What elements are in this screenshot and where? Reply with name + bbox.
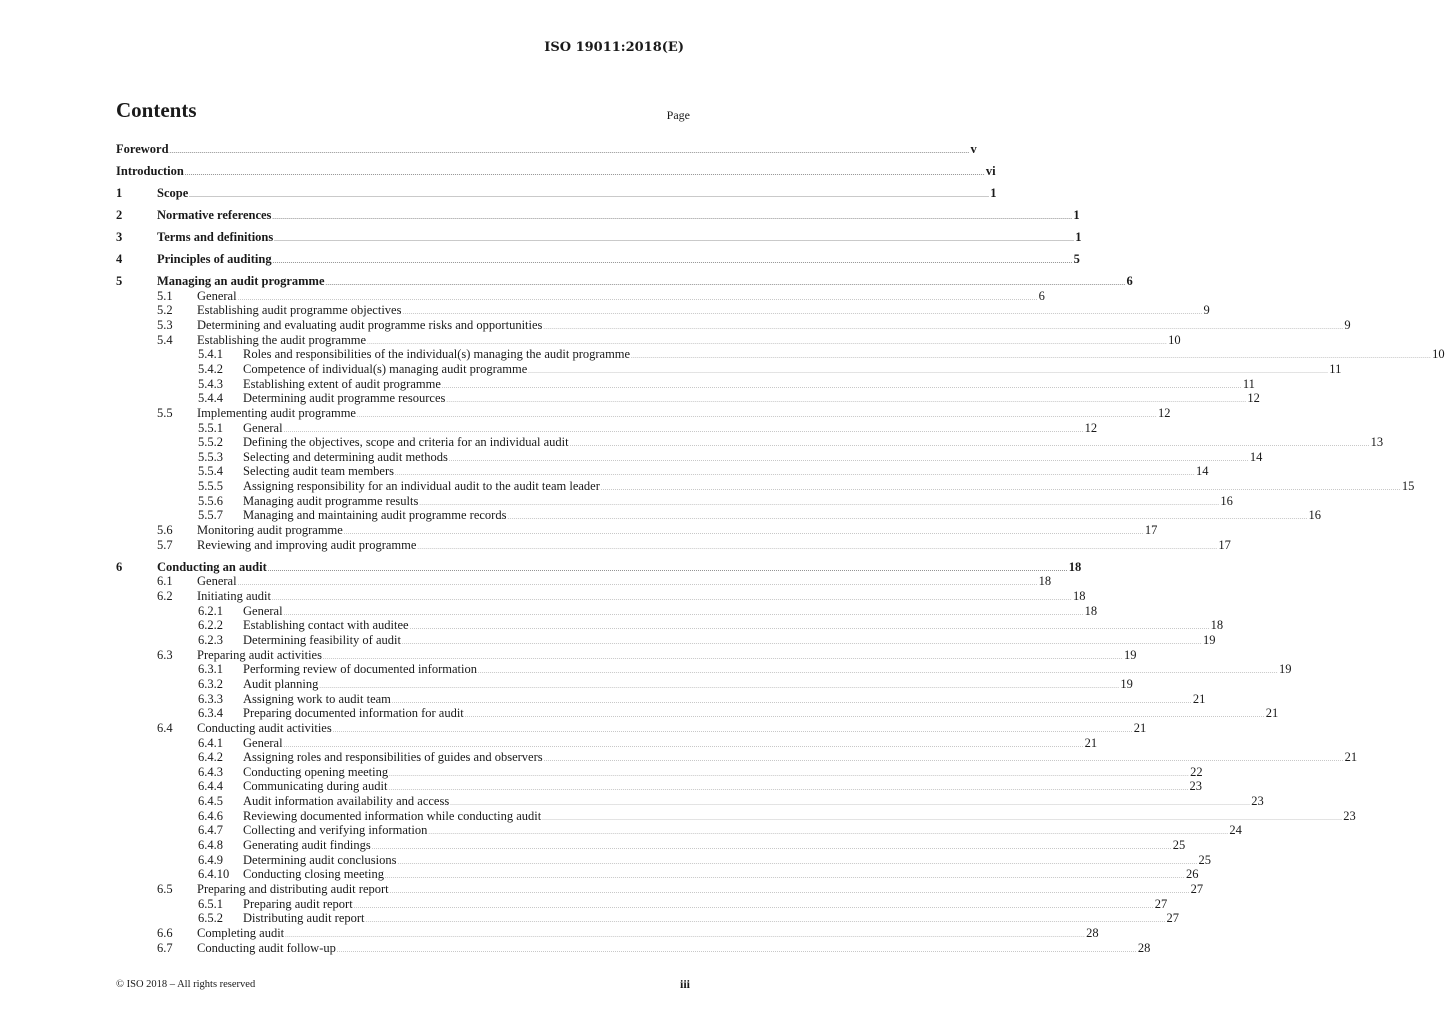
toc-entry[interactable] [0, 705, 1279, 721]
toc-entry-number: 6.4.1 [198, 735, 223, 750]
toc-entry-number: 6.2.2 [198, 618, 223, 633]
toc-entry[interactable] [0, 837, 1186, 853]
toc-entry-page: 16 [1308, 508, 1321, 523]
toc-entry[interactable] [0, 332, 1181, 348]
toc-entry-page: 14 [1196, 464, 1209, 479]
toc-dot-leader: ................................................................................................................................................................................................................................................................................................................................................................................................................ [237, 581, 1038, 588]
toc-entry-page: 9 [1344, 317, 1351, 332]
toc-entry-number: 3 [116, 230, 123, 244]
toc-entry-title: Conducting closing meeting [243, 867, 384, 882]
toc-entry-title: Establishing the audit programme [197, 332, 367, 347]
toc-entry-number: 6.6 [157, 925, 173, 940]
toc-entry-title: Generating audit findings [243, 838, 371, 853]
toc-entry[interactable] [0, 822, 1242, 838]
toc-entry-title: Establishing extent of audit programme [243, 376, 441, 391]
toc-entry[interactable] [0, 493, 1233, 509]
toc-entry-number: 5.7 [157, 537, 173, 552]
toc-entry-title: General [197, 574, 237, 589]
toc-entry-page: 6 [1038, 288, 1045, 303]
toc-entry-number: 5.5.5 [198, 479, 223, 494]
toc-dot-leader: ................................................................................................................................................................................................................................................................................................................................................................................................................ [417, 544, 1218, 551]
toc-entry-title: Determining audit programme resources [243, 391, 446, 406]
toc-entry[interactable] [0, 808, 1356, 824]
toc-entry-page: 18 [1084, 603, 1098, 618]
toc-entry[interactable] [0, 420, 1098, 436]
toc-dot-leader: ................................................................................................................................................................................................................................................................................................................................................................................................................ [384, 874, 1185, 881]
toc-entry-page: 11 [1329, 361, 1342, 376]
toc-entry-title: Normative references [157, 208, 272, 222]
toc-dot-leader: ................................................................................................................................................................................................................................................................................................................................................................................................................ [322, 654, 1123, 661]
toc-entry-title: General [243, 735, 283, 750]
toc-dot-leader: ................................................................................................................................................................................................................................................................................................................................................................................................................ [389, 771, 1190, 778]
toc-entry-number: 5.4.4 [198, 391, 223, 406]
toc-entry-title: Conducting an audit [157, 559, 267, 574]
toc-entry-title: Introduction [116, 164, 184, 178]
toc-entry-page: 10 [1168, 332, 1181, 347]
toc-entry-page: 17 [1144, 523, 1158, 538]
toc-entry-number: 6.5.2 [198, 911, 223, 926]
toc-entry-page: 21 [1265, 706, 1279, 721]
toc-entry-number: 5.5.3 [198, 449, 223, 464]
toc-entry-number: 6.1 [157, 574, 173, 589]
toc-entry[interactable] [0, 449, 1263, 465]
toc-entry-page: 19 [1202, 632, 1216, 647]
toc-entry-title: Determining feasibility of audit [243, 632, 401, 647]
toc-entry-page: 6 [1126, 274, 1133, 288]
toc-dot-leader: ................................................................................................................................................................................................................................................................................................................................................................................................................ [319, 683, 1120, 690]
toc-dot-leader: ................................................................................................................................................................................................................................................................................................................................................................................................................ [543, 324, 1344, 331]
toc-entry-page: 28 [1137, 940, 1151, 955]
toc-entry[interactable] [0, 910, 1180, 926]
toc-entry-number: 4 [116, 252, 123, 266]
toc-entry[interactable] [0, 603, 1098, 619]
toc-entry-number: 1 [116, 186, 123, 200]
toc-entry[interactable] [0, 881, 1204, 897]
toc-entry-title: Assigning work to audit team [243, 691, 391, 706]
toc-entry-title: Principles of auditing [157, 252, 272, 266]
toc-entry-page: 19 [1278, 662, 1292, 677]
toc-entry[interactable] [0, 749, 1358, 765]
toc-dot-leader: ................................................................................................................................................................................................................................................................................................................................................................................................................ [272, 215, 1073, 221]
toc-entry-number: 5.5.4 [198, 464, 223, 479]
toc-entry-number: 6.2.3 [198, 632, 223, 647]
toc-entry[interactable] [0, 361, 1342, 377]
toc-dot-leader: ................................................................................................................................................................................................................................................................................................................................................................................................................ [446, 398, 1247, 405]
toc-entry-page: 17 [1218, 537, 1231, 552]
toc-entry-title: Audit information availability and access [243, 794, 450, 809]
toc-entry-title: Reviewing documented information while conducting audit [243, 808, 542, 823]
page-column-label: Page [666, 108, 690, 122]
toc-entry-title: Determining and evaluating audit programme risks and opportunities [197, 317, 543, 332]
toc-dot-leader: ................................................................................................................................................................................................................................................................................................................................................................................................................ [542, 815, 1343, 822]
toc-entry-number: 5 [116, 274, 123, 288]
toc-entry-number: 5.5.7 [198, 508, 223, 523]
toc-dot-leader: ................................................................................................................................................................................................................................................................................................................................................................................................................ [343, 530, 1144, 537]
toc-entry-title: Reviewing and improving audit programme [197, 537, 417, 552]
toc-entry-page: 23 [1189, 779, 1202, 794]
toc-entry-number: 6.3.4 [198, 706, 223, 721]
toc-entry[interactable] [0, 163, 996, 179]
toc-entry[interactable] [0, 676, 1133, 692]
toc-entry-page: 16 [1220, 493, 1233, 508]
toc-dot-leader: ................................................................................................................................................................................................................................................................................................................................................................................................................ [543, 757, 1344, 764]
toc-entry-page: 27 [1190, 882, 1204, 896]
toc-entry[interactable] [0, 735, 1098, 751]
toc-entry[interactable] [0, 273, 1133, 289]
toc-dot-leader: ................................................................................................................................................................................................................................................................................................................................................................................................................ [528, 368, 1329, 375]
toc-entry-title: Preparing audit report [243, 896, 353, 911]
toc-entry-page: 13 [1370, 435, 1384, 450]
toc-dot-leader: ................................................................................................................................................................................................................................................................................................................................................................................................................ [395, 471, 1195, 478]
toc-dot-leader: ................................................................................................................................................................................................................................................................................................................................................................................................................ [271, 596, 1072, 602]
toc-entry-number: 6.5 [157, 882, 173, 896]
toc-entry[interactable] [0, 617, 1224, 633]
toc-entry-page: 18 [1210, 618, 1224, 633]
standard-identifier: ISO 19011:2018(E) [544, 40, 684, 55]
toc-entry[interactable] [0, 573, 1052, 589]
toc-entry-number: 6.4 [157, 720, 173, 735]
toc-dot-leader: ................................................................................................................................................................................................................................................................................................................................................................................................................ [184, 171, 985, 177]
toc-dot-leader: ................................................................................................................................................................................................................................................................................................................................................................................................................ [283, 742, 1084, 749]
toc-entry-number: 6.2 [157, 589, 173, 603]
toc-entry-title: Roles and responsibilities of the individual(s) managing the audit programme [243, 347, 631, 362]
toc-entry-number: 5.6 [157, 523, 173, 538]
toc-entry-number: 5.5.1 [198, 420, 223, 435]
copyright-notice: © ISO 2018 – All rights reserved [116, 979, 256, 990]
toc-entry-title: Conducting audit follow-up [197, 940, 336, 955]
toc-entry-number: 5.5.6 [198, 493, 223, 508]
toc-entry-page: 1 [990, 186, 997, 200]
toc-dot-leader: ................................................................................................................................................................................................................................................................................................................................................................................................................ [419, 500, 1220, 507]
toc-entry-number: 6.5.1 [198, 896, 223, 911]
toc-entry[interactable] [0, 478, 1415, 494]
toc-dot-leader: ................................................................................................................................................................................................................................................................................................................................................................................................................ [371, 845, 1172, 852]
toc-entry-number: 5.2 [157, 303, 173, 318]
toc-entry-page: 21 [1084, 735, 1098, 750]
toc-dot-leader: ................................................................................................................................................................................................................................................................................................................................................................................................................ [365, 918, 1166, 925]
toc-entry-title: Foreword [116, 142, 169, 156]
toc-entry-page: 24 [1229, 823, 1242, 838]
toc-dot-leader: ................................................................................................................................................................................................................................................................................................................................................................................................................ [397, 859, 1198, 866]
toc-dot-leader: ................................................................................................................................................................................................................................................................................................................................................................................................................ [477, 669, 1278, 676]
toc-entry[interactable] [0, 507, 1321, 523]
toc-dot-leader: ................................................................................................................................................................................................................................................................................................................................................................................................................ [267, 566, 1068, 573]
toc-dot-leader: ................................................................................................................................................................................................................................................................................................................................................................................................................ [336, 947, 1137, 954]
toc-dot-leader: ................................................................................................................................................................................................................................................................................................................................................................................................................ [401, 639, 1202, 646]
toc-dot-leader: ................................................................................................................................................................................................................................................................................................................................................................................................................ [325, 281, 1126, 287]
toc-entry-number: 5.4 [157, 332, 173, 347]
toc-entry-page: 21 [1344, 750, 1358, 765]
toc-entry-number: 6.3.2 [198, 676, 223, 691]
toc-entry-title: Conducting opening meeting [243, 764, 389, 779]
toc-entry-number: 6.3 [157, 647, 173, 662]
toc-dot-leader: ................................................................................................................................................................................................................................................................................................................................................................................................................ [356, 412, 1157, 419]
toc-entry-page: 25 [1172, 838, 1186, 853]
toc-entry-page: 18 [1038, 574, 1052, 589]
toc-entry-page: 26 [1185, 867, 1199, 882]
toc-entry-title: Selecting and determining audit methods [243, 449, 448, 464]
toc-entry-number: 6.4.10 [198, 867, 230, 882]
toc-entry[interactable] [0, 632, 1216, 648]
toc-entry-title: Competence of individual(s) managing audit programme [243, 361, 528, 376]
toc-entry-number: 5.4.2 [198, 361, 223, 376]
toc-entry-number: 5.5.2 [198, 435, 223, 450]
toc-entry-title: Assigning responsibility for an individual audit to the audit team leader [243, 479, 600, 494]
toc-entry-title: Managing an audit programme [157, 274, 325, 288]
toc-entry[interactable] [0, 317, 1351, 333]
toc-entry[interactable] [0, 559, 1082, 575]
toc-entry-number: 6.4.2 [198, 750, 223, 765]
toc-dot-leader: ................................................................................................................................................................................................................................................................................................................................................................................................................ [189, 193, 990, 199]
toc-entry-title: Implementing audit programme [197, 405, 356, 420]
toc-entry-title: Conducting audit activities [197, 720, 332, 735]
toc-entry-number: 5.3 [157, 317, 173, 332]
toc-entry-title: Performing review of documented information [243, 662, 477, 677]
toc-entry-title: Initiating audit [197, 589, 271, 603]
toc-entry-number: 6.4.8 [198, 838, 223, 853]
toc-dot-leader: ................................................................................................................................................................................................................................................................................................................................................................................................................ [464, 713, 1265, 720]
toc-entry-title: Assigning roles and responsibilities of guides and observers [243, 750, 543, 765]
toc-entry-page: 28 [1086, 925, 1099, 940]
toc-entry-title: Managing audit programme results [243, 493, 419, 508]
toc-entry[interactable] [0, 405, 1171, 421]
toc-entry-title: General [243, 420, 283, 435]
toc-dot-leader: ................................................................................................................................................................................................................................................................................................................................................................................................................ [441, 383, 1242, 390]
toc-entry[interactable] [0, 866, 1199, 882]
toc-entry-page: 27 [1154, 896, 1168, 911]
toc-dot-leader: ................................................................................................................................................................................................................................................................................................................................................................................................................ [600, 486, 1401, 493]
toc-entry-page: 19 [1120, 676, 1133, 691]
toc-entry-page: 19 [1123, 647, 1137, 662]
toc-entry[interactable] [0, 537, 1231, 553]
toc-entry[interactable] [0, 463, 1209, 479]
toc-entry-page: 21 [1133, 720, 1147, 735]
toc-dot-leader: ................................................................................................................................................................................................................................................................................................................................................................................................................ [332, 727, 1133, 734]
toc-entry-title: Terms and definitions [157, 230, 274, 244]
toc-entry-number: 6.2.1 [198, 603, 223, 618]
toc-entry-title: Collecting and verifying information [243, 823, 428, 838]
toc-entry-title: Scope [157, 186, 189, 200]
toc-entry-page: 23 [1251, 794, 1264, 809]
toc-entry-title: Preparing audit activities [197, 647, 322, 662]
toc-entry[interactable] [0, 141, 977, 157]
toc-entry[interactable] [0, 302, 1210, 318]
toc-entry-number: 6 [116, 559, 123, 574]
toc-entry-page: 9 [1203, 303, 1210, 318]
toc-dot-leader: ................................................................................................................................................................................................................................................................................................................................................................................................................ [391, 698, 1192, 705]
contents-heading: Contents [116, 98, 197, 122]
toc-entry-title: Preparing documented information for audit [243, 706, 464, 721]
toc-entry-page: 1 [1073, 208, 1080, 222]
toc-dot-leader: ................................................................................................................................................................................................................................................................................................................................................................................................................ [409, 625, 1210, 632]
toc-dot-leader: ................................................................................................................................................................................................................................................................................................................................................................................................................ [389, 889, 1190, 895]
toc-entry-title: Establishing contact with auditee [243, 618, 409, 633]
toc-entry-number: 5.1 [157, 288, 173, 303]
toc-entry[interactable] [0, 522, 1158, 538]
toc-entry-number: 6.4.5 [198, 794, 223, 809]
toc-dot-leader: ................................................................................................................................................................................................................................................................................................................................................................................................................ [388, 786, 1189, 793]
toc-entry-title: Managing and maintaining audit programme records [243, 508, 507, 523]
toc-entry-title: Distributing audit report [243, 911, 365, 926]
toc-dot-leader: ................................................................................................................................................................................................................................................................................................................................................................................................................ [272, 259, 1073, 265]
toc-entry-number: 6.7 [157, 940, 173, 955]
toc-entry-page: 23 [1343, 808, 1356, 823]
toc-dot-leader: ................................................................................................................................................................................................................................................................................................................................................................................................................ [285, 932, 1086, 939]
toc-dot-leader: ................................................................................................................................................................................................................................................................................................................................................................................................................ [353, 903, 1154, 910]
toc-entry-page: vi [985, 164, 996, 178]
toc-dot-leader: ................................................................................................................................................................................................................................................................................................................................................................................................................ [283, 427, 1084, 434]
toc-entry-page: 14 [1249, 449, 1263, 464]
toc-entry[interactable] [0, 207, 1080, 223]
toc-entry[interactable] [0, 778, 1202, 794]
toc-entry[interactable] [0, 852, 1211, 868]
toc-dot-leader: ................................................................................................................................................................................................................................................................................................................................................................................................................ [169, 149, 970, 155]
toc-dot-leader: ................................................................................................................................................................................................................................................................................................................................................................................................................ [507, 515, 1308, 522]
toc-entry-page: 11 [1242, 376, 1255, 391]
toc-entry[interactable] [0, 691, 1206, 707]
toc-entry[interactable] [0, 940, 1151, 956]
toc-dot-leader: ................................................................................................................................................................................................................................................................................................................................................................................................................ [237, 295, 1038, 302]
toc-entry[interactable] [0, 647, 1137, 663]
toc-entry-page: 10 [1432, 347, 1445, 362]
toc-dot-leader: ................................................................................................................................................................................................................................................................................................................................................................................................................ [283, 610, 1084, 617]
toc-dot-leader: ................................................................................................................................................................................................................................................................................................................................................................................................................ [274, 237, 1075, 243]
toc-dot-leader: ................................................................................................................................................................................................................................................................................................................................................................................................................ [569, 442, 1370, 449]
toc-entry-page: 12 [1247, 391, 1260, 406]
toc-entry-title: Defining the objectives, scope and criteria for an individual audit [243, 435, 569, 450]
toc-entry[interactable] [0, 661, 1292, 677]
toc-entry-number: 6.4.6 [198, 808, 223, 823]
toc-entry-title: Monitoring audit programme [197, 523, 343, 538]
toc-entry-page: v [970, 142, 977, 156]
toc-entry-title: Selecting audit team members [243, 464, 394, 479]
toc-dot-leader: ................................................................................................................................................................................................................................................................................................................................................................................................................ [631, 354, 1432, 361]
toc-entry-page: 12 [1084, 420, 1098, 435]
toc-entry-number: 5.5 [157, 405, 173, 420]
toc-entry-title: General [243, 603, 283, 618]
toc-entry-page: 22 [1190, 764, 1203, 779]
toc-entry-page: 25 [1198, 852, 1211, 867]
toc-entry-number: 5.4.3 [198, 376, 223, 391]
toc-entry-title: Audit planning [243, 676, 319, 691]
toc-dot-leader: ................................................................................................................................................................................................................................................................................................................................................................................................................ [428, 830, 1229, 837]
toc-entry[interactable] [0, 925, 1099, 941]
toc-entry-number: 6.4.3 [198, 764, 223, 779]
toc-entry[interactable] [0, 346, 1445, 362]
toc-entry[interactable] [0, 288, 1045, 304]
toc-entry-page: 27 [1166, 911, 1180, 926]
toc-entry[interactable] [0, 793, 1264, 809]
toc-entry-page: 12 [1157, 405, 1171, 420]
toc-entry-title: Determining audit conclusions [243, 852, 397, 867]
toc-entry[interactable] [0, 764, 1203, 780]
toc-entry[interactable] [0, 588, 1086, 604]
toc-entry-number: 6.4.7 [198, 823, 223, 838]
toc-entry[interactable] [0, 434, 1384, 450]
toc-entry-number: 6.4.9 [198, 852, 223, 867]
toc-entry-page: 1 [1075, 230, 1082, 244]
toc-entry-page: 21 [1192, 691, 1206, 706]
toc-dot-leader: ................................................................................................................................................................................................................................................................................................................................................................................................................ [450, 801, 1251, 808]
toc-entry-number: 5.4.1 [198, 347, 223, 362]
toc-entry-title: Establishing audit programme objectives [197, 303, 402, 318]
toc-entry-number: 2 [116, 208, 123, 222]
toc-dot-leader: ................................................................................................................................................................................................................................................................................................................................................................................................................ [367, 339, 1168, 346]
toc-entry-page: 15 [1401, 479, 1415, 494]
toc-entry-number: 6.4.4 [198, 779, 223, 794]
toc-entry[interactable] [0, 896, 1168, 912]
toc-entry-title: Completing audit [197, 925, 285, 940]
toc-entry-title: Preparing and distributing audit report [197, 882, 389, 896]
toc-entry-page: 5 [1073, 252, 1080, 266]
toc-entry-page: 18 [1068, 559, 1082, 574]
toc-entry[interactable] [0, 251, 1080, 267]
toc-entry-number: 6.3.1 [198, 662, 223, 677]
toc-entry[interactable] [0, 376, 1255, 392]
toc-dot-leader: ................................................................................................................................................................................................................................................................................................................................................................................................................ [448, 456, 1249, 463]
toc-entry[interactable] [0, 229, 1082, 245]
toc-dot-leader: ................................................................................................................................................................................................................................................................................................................................................................................................................ [402, 310, 1203, 317]
toc-entry-number: 6.3.3 [198, 691, 223, 706]
toc-entry[interactable] [0, 185, 997, 201]
toc-entry-title: Communicating during audit [243, 779, 388, 794]
toc-entry-title: General [197, 288, 237, 303]
toc-entry-page: 18 [1072, 589, 1086, 603]
toc-entry[interactable] [0, 390, 1260, 406]
page-number: iii [679, 977, 690, 991]
toc-entry[interactable] [0, 720, 1147, 736]
